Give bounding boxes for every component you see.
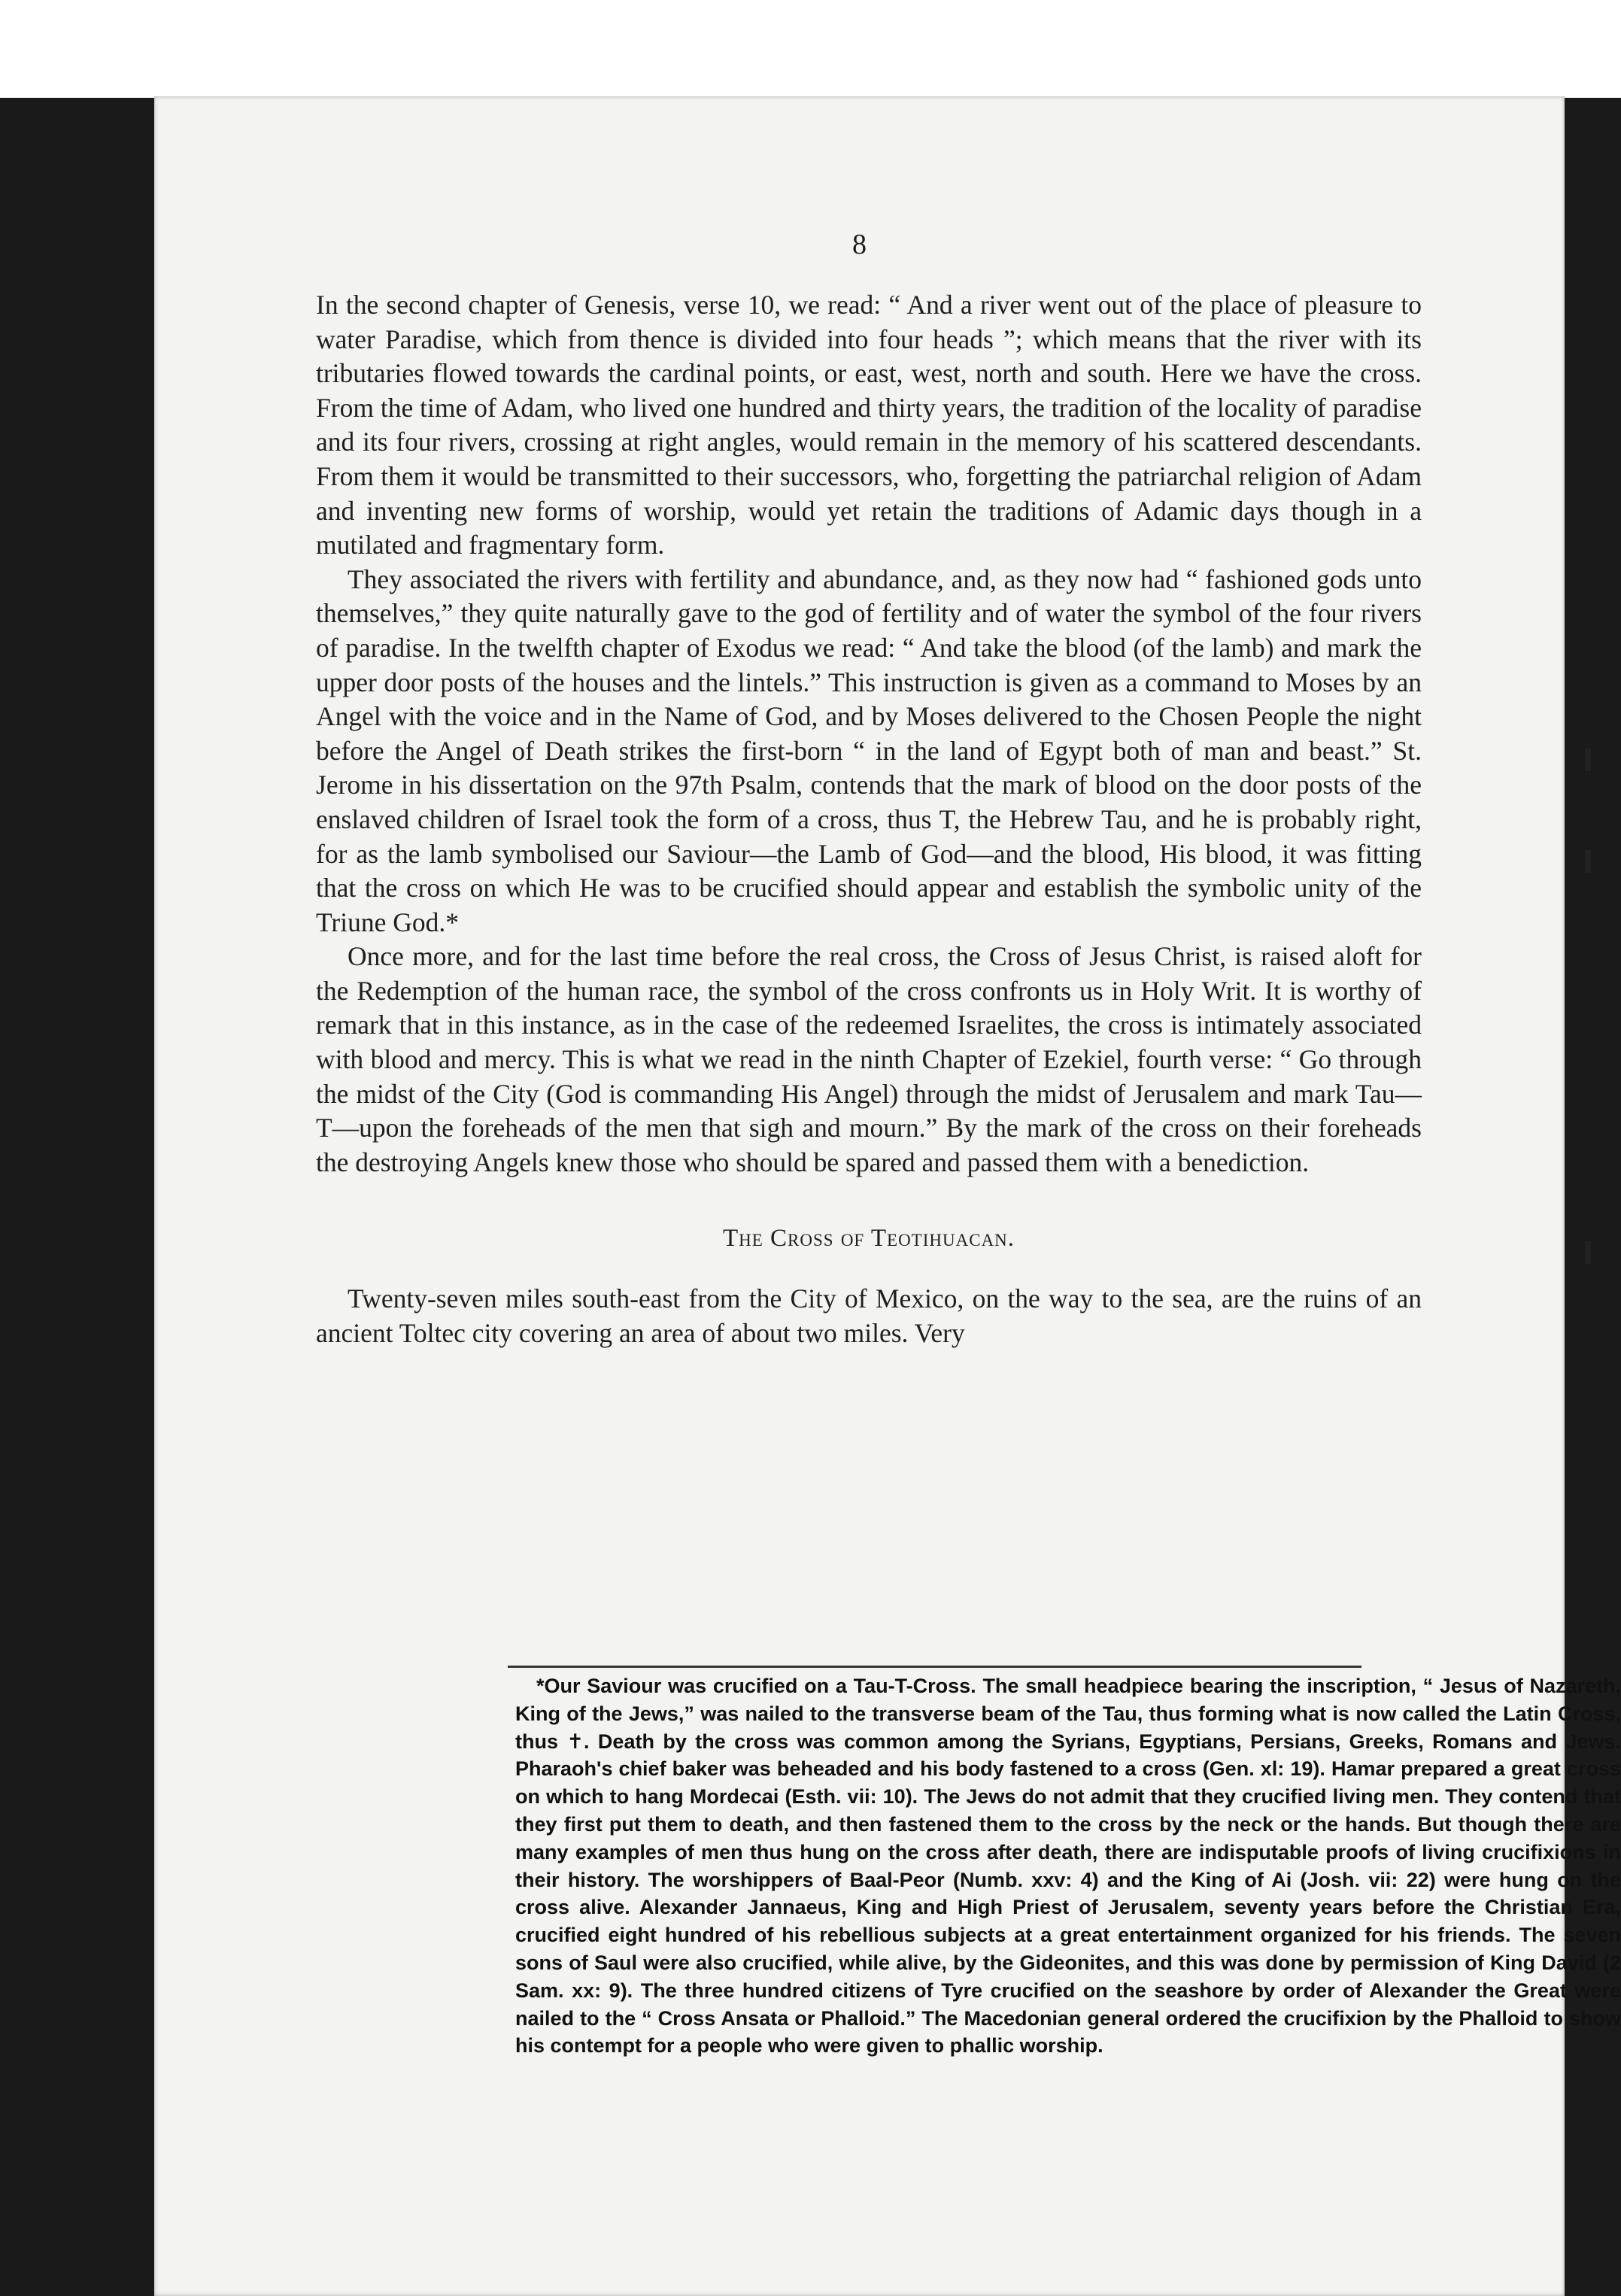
- footnote: *Our Saviour was crucified on a Tau-T-Cross. The small headpiece bearing the inscription, “ Jesus of Nazareth, King of the Jews,” was nailed to the transverse beam of the Tau, thus forming what is now called the Latin Cross, thus ✝. Death by the cross was common among the Syrians, Egyptians, Persians, Greeks, Romans and Jews. Pharaoh's chief baker was beheaded and his body fastened to a cross (Gen. xl: 19). Hamar prepared a great cross on which to hang Mordecai (Esth. vii: 10). The Jews do not admit that they crucified living men. They contend that they first put them to death, and then fastened them to the cross by the neck or the hands. But though there are many examples of men thus hung on the cross after death, there are indisputable proofs of living crucifixions in their history. The worshippers of Baal-Peor (Numb. xxv: 4) and the King of Ai (Josh. vii: 22) were hung on the cross alive. Alexander Jannaeus, King and High Priest of Jerusalem, seventy years before the Christian Era, crucified eight hundred of his rebellious subjects at a great entertainment organized for his friends. The seven sons of Saul were also crucified, while alive, by the Gideonites, and this was done by permission of King David (2 Sam. xx: 9). The three hundred citizens of Tyre crucified on the seashore by order of Alexander the Great were nailed to the “ Cross Ansata or Phalloid.” The Macedonian general ordered the crucifixion by the Phalloid to show his contempt for a people who were given to phallic worship.: [515, 1675, 1621, 2058]
- binding-mark: [1585, 749, 1591, 771]
- book-page: [154, 96, 1621, 2296]
- body-text: [316, 288, 1422, 1350]
- binding-mark: [1585, 850, 1591, 873]
- binding-mark: [1585, 1241, 1591, 1264]
- paragraph-ezekiel: Once more, and for the last time before the real cross, the Cross of Jesus Christ, is raised aloft for the Redemption of the human race, the symbol of the cross confronts us in Holy Writ. It is worthy of remark that in this instance, as in the case of the redeemed Israelites, the cross is intimately associated with blood and mercy. This is what we read in the ninth Chapter of Ezekiel, fourth verse: “ Go through the midst of the City (God is commanding His Angel) through the midst of Jerusalem and mark Tau—T—upon the foreheads of the men that sigh and mourn.” By the mark of the cross on their foreheads the destroying Angels knew those who should be spared and passed them with a benediction.: [316, 941, 1422, 1177]
- paragraph-exodus: They associated the rivers with fertility and abundance, and, as they now had “ fashioned gods unto themselves,” they quite naturally gave to the god of fertility and of water the symbol of the four rivers of paradise. In the twelfth chapter of Exodus we read: “ And take the blood (of the lamb) and mark the upper door posts of the houses and the lintels.” This instruction is given as a command to Moses by an Angel with the voice and in the Name of God, and by Moses delivered to the Chosen People the night before the Angel of Death strikes the first-born “ in the land of Egypt both of man and beast.” St. Jerome in his dissertation on the 97th Psalm, contends that the mark of blood on the door posts of the enslaved children of Israel took the form of a cross, thus T, the Hebrew Tau, and he is probably right, for as the lamb symbolised our Saviour—the Lamb of God—and the blood, His blood, it was fitting that the cross on which He was to be crucified should appear and establish the symbolic unity of the Triune God.*: [316, 563, 1422, 937]
- page-number: 8: [852, 229, 867, 260]
- section-heading: The Cross of Teotihuacan.: [722, 1225, 1015, 1253]
- footnote-divider: [508, 1666, 1361, 1668]
- scan-background: [0, 0, 1621, 98]
- paragraph-genesis: In the second chapter of Genesis, verse 10, we read: “ And a river went out of the place of pleasure to water Paradise, which from thence is divided into four heads ”; which means that the river with its tributaries flowed towards the cardinal points, or east, west, north and south. Here we have the cross. From the time of Adam, who lived one hundred and thirty years, the tradition of the locality of paradise and its four rivers, crossing at right angles, would remain in the memory of his scattered descendants. From them it would be transmitted to their successors, who, forgetting the patriarchal religion of Adam and inventing new forms of worship, would yet retain the traditions of Adamic days though in a mutilated and fragmentary form.: [316, 290, 1422, 560]
- paragraph-teotihuacan: Twenty-seven miles south-east from the City of Mexico, on the way to the sea, are the ruins of an ancient Toltec city covering an area of about two miles. Very: [316, 1283, 1422, 1348]
